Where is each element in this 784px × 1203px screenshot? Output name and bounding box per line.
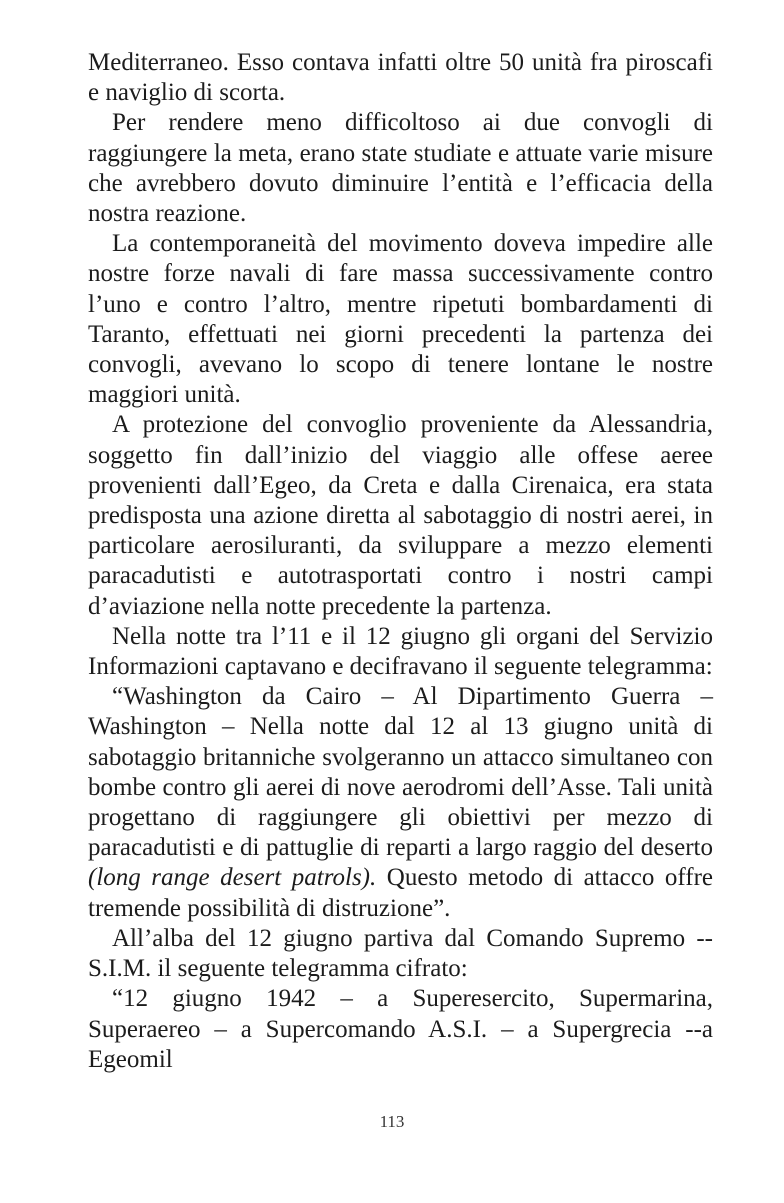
page-body	[88, 48, 713, 1075]
paragraph-2: Per rendere meno difficoltoso ai due convogli di raggiungere la meta, erano state studiate e attuate varie misure che avrebbero dovuto diminuire l’entità e l’efficacia della nostra reazione.	[88, 109, 713, 228]
paragraph-5: Nella notte tra l’11 e il 12 giugno gli organi del Servizio Informazioni captavano e decifravano il seguente telegramma:	[88, 622, 713, 681]
telegram-quote-text: “Washington da Cairo – Al Dipartimento Guerra – Washington – Nella notte dal 12 al 13 giugno unità di sabotaggio britanniche svolgeranno un attacco simultaneo con bombe contro gli aerei di nove aerodromi dell’Asse. Tali unità progettano di raggiungere gli obiettivi per mezzo di paracadutisti e di pattuglie di reparti a largo raggio del deserto	[88, 683, 713, 862]
page-number: 113	[379, 1112, 405, 1131]
telegram-quote-italic: (long range desert patrols).	[88, 864, 377, 892]
paragraph-1: Mediterraneo. Esso contava infatti oltre 50 unità fra piroscafi e naviglio di scorta.	[88, 49, 713, 107]
paragraph-7: All’alba del 12 giugno partiva dal Comando Supremo -- S.I.M. il seguente telegramma cifrato:	[88, 924, 713, 983]
paragraph-3: La contemporaneità del movimento doveva impedire alle nostre forze navali di fare massa successivamente contro l’uno e contro l’altro, mentre ripetuti bombardamenti di Taranto, effettuati nei giorni precedenti la partenza dei convogli, avevano lo scopo di tenere lontane le nostre maggiori unità.	[88, 230, 713, 409]
paragraph-8: “12 giugno 1942 – a Superesercito, Supermarina, Superaereo – a Supercomando A.S.I. – a Supergrecia --a Egeomil	[88, 985, 713, 1073]
paragraph-telegram-quote	[88, 682, 713, 924]
paragraph-4: A protezione del convoglio proveniente da Alessandria, soggetto fin dall’inizio del viaggio alle offese aeree provenienti dall’Egeo, da Creta e dalla Cirenaica, era stata predisposta una azione diretta al sabotaggio di nostri aerei, in particolare aerosiluranti, da sviluppare a mezzo elementi paracadutisti e autotrasportati contro i nostri campi d’aviazione nella notte precedente la partenza.	[88, 411, 713, 620]
telegram-quote-text-end: Questo metodo di attacco offre tremende possibilità di distruzione”.	[88, 864, 713, 922]
